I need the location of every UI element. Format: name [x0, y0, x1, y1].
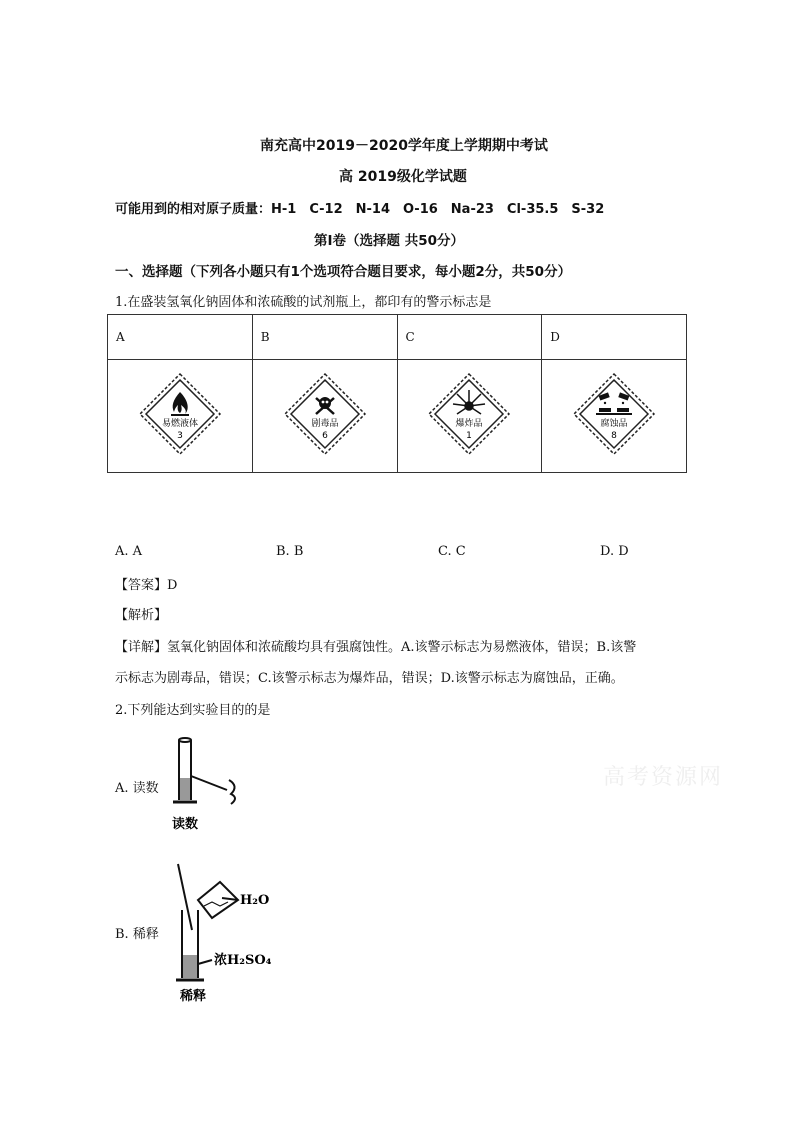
sign-num-b: 6: [321, 431, 328, 441]
sign-text-b: 剧毒品: [311, 419, 339, 429]
q1-stem: 1.在盛装氢氧化钠固体和浓硫酸的试剂瓶上，都印有的警示标志是: [115, 295, 492, 310]
watermark: 高考资源网: [603, 765, 724, 790]
explosive-sign: [427, 372, 511, 456]
graduated-cylinder-icon: [173, 738, 197, 802]
sign-cell-d: [542, 360, 687, 473]
skull-icon: [316, 397, 334, 414]
dilution-diagram: [168, 860, 283, 1005]
toxic-sign: [283, 372, 367, 456]
volume-heading: 第Ⅰ卷（选择题 共50分）: [314, 233, 465, 249]
sign-num-a: 3: [177, 431, 183, 441]
section-instruction: 一、选择题（下列各小题只有1个选项符合题目要求，每小题2分，共50分）: [115, 264, 572, 280]
sign-cell-b: [252, 360, 397, 473]
q2-option-b: B. 稀释: [115, 927, 159, 942]
warning-sign-table: [107, 314, 687, 473]
label-conc-acid: 浓H₂SO₄: [214, 953, 272, 968]
cell-label-c: C: [397, 315, 542, 360]
q2-stem: 2.下列能达到实验目的的是: [115, 703, 271, 718]
q2-option-a: A. 读数: [115, 781, 159, 796]
exam-subtitle: 高 2019级化学试题: [339, 169, 467, 185]
cell-label-a: A: [108, 315, 253, 360]
flammable-sign: [138, 372, 222, 456]
q1-detail-line2: 示标志为剧毒品，错误；C.该警示标志为爆炸品，错误；D.该警示标志为腐蚀品，正确。: [115, 671, 624, 686]
option-a: A. A: [115, 544, 143, 559]
option-b: B. B: [276, 544, 304, 559]
sign-text-c: 爆炸品: [455, 419, 483, 429]
exam-title: 南充高中2019－2020学年度上学期期中考试: [260, 138, 548, 154]
q1-detail-line1: 【详解】氢氧化钠固体和浓硫酸均具有强腐蚀性。A.该警示标志为易燃液体，错误；B.该警: [115, 640, 637, 655]
cell-label-d: D: [542, 315, 687, 360]
q1-answer: 【答案】D: [115, 578, 178, 593]
sign-cell-a: [108, 360, 253, 473]
cell-label-b: B: [252, 315, 397, 360]
corrosion-icon: [596, 392, 632, 415]
reading-diagram: [165, 730, 265, 840]
label-water: H₂O: [240, 893, 270, 908]
sign-num-c: 1: [466, 431, 473, 441]
q1-analysis-heading: 【解析】: [115, 608, 168, 623]
sign-text-a: 易燃液体: [161, 419, 198, 429]
sign-text-d: 腐蚀品: [600, 419, 628, 429]
glass-rod-icon: [178, 864, 192, 930]
flame-icon: [171, 392, 189, 416]
explosion-icon: [453, 390, 485, 414]
caption-dilution: 稀释: [180, 989, 207, 1004]
option-c: C. C: [438, 544, 466, 559]
eye-icon: [191, 776, 235, 804]
corrosive-sign: [572, 372, 656, 456]
option-d: D. D: [600, 544, 629, 559]
sign-num-d: 8: [611, 431, 617, 441]
sign-cell-c: [397, 360, 542, 473]
atomic-masses: 可能用到的相对原子质量：H-1 C-12 N-14 O-16 Na-23 Cl-35.5 S-32: [115, 202, 605, 217]
caption-reading: 读数: [172, 817, 199, 832]
